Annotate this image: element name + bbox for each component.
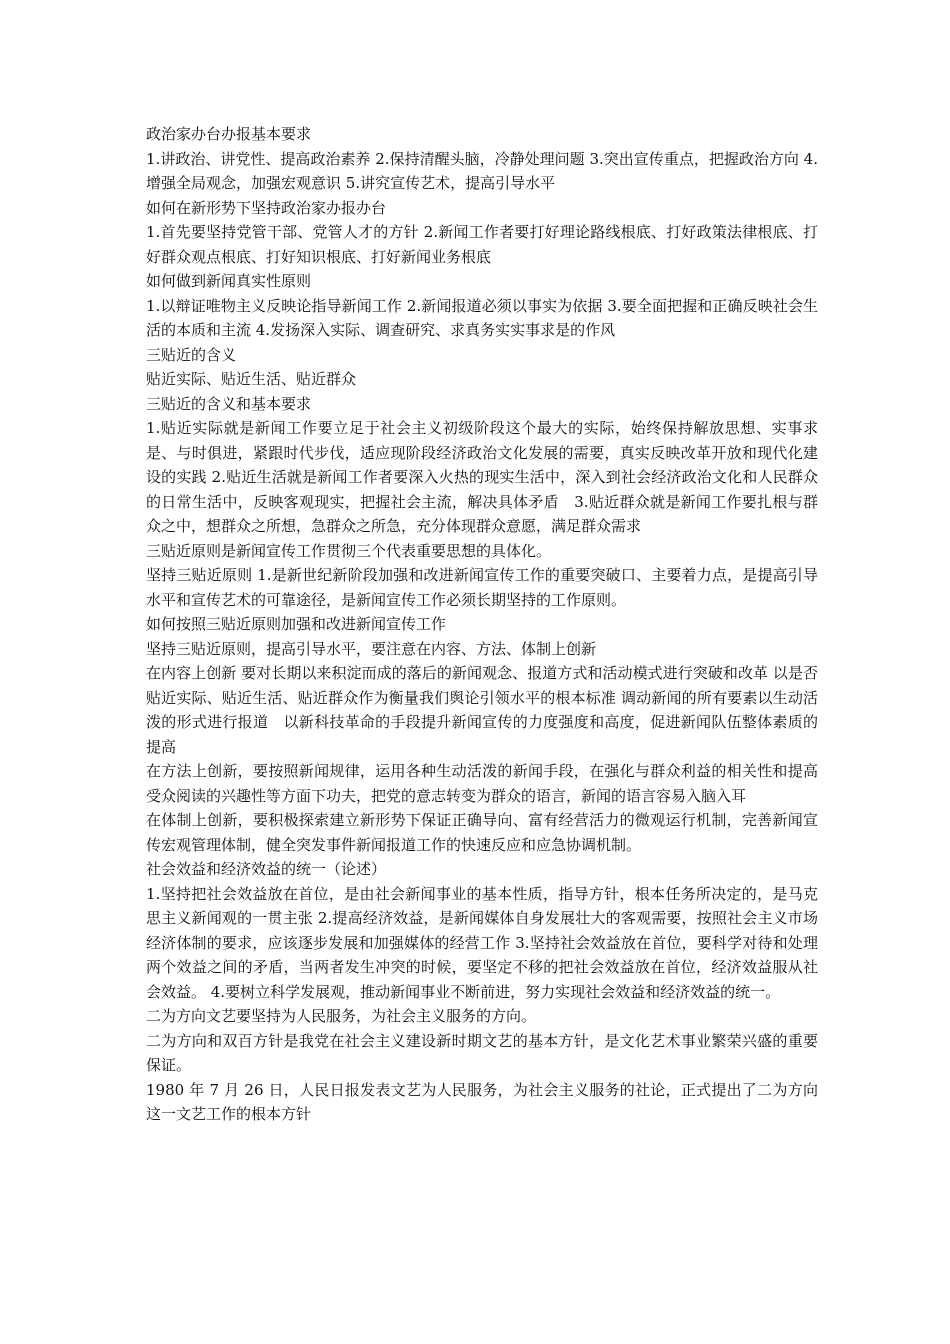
heading-new-situation: 如何在新形势下坚持政治家办报办台 xyxy=(146,198,387,217)
paragraph-adhere-principle: 坚持三贴近原则 1.是新世纪新阶段加强和改进新闻宣传工作的重要突破口、主要着力点，是提高引导水平和宣传艺术的可靠途径，是新闻宣传工作必须长期坚持的工作原则。 xyxy=(146,566,818,609)
heading-truthfulness: 如何做到新闻真实性原则 xyxy=(146,272,312,290)
paragraph-system-innovation: 在体制上创新，要积极探索建立新形势下保证正确导向、富有经营活力的微观运行机制，完善新闻宣传宏观管理体制，健全突发事件新闻报道工作的快速反应和应急协调机制。 xyxy=(146,811,818,854)
heading-three-closeness-requirements: 三贴近的含义和基本要求 xyxy=(146,394,312,413)
paragraph-benefits-unity: 1.坚持把社会效益放在首位，是由社会新闻事业的基本性质，指导方针，根本任务所决定的，是马克思主义新闻观的一贯主张 2.提高经济效益，是新闻媒体自身发展壮大的客观需要，按照社会主义市场经济体制的要求，应该逐步发展和加强媒体的经营工作 3.坚持社会效益放在首位，要科学对待和处理两个效益之间的矛盾，当两者发生冲突的时候，要坚定不移的把社会效益放在首位，经济效益服从社会效益。 4.要树立科学发展观，推动新闻事业不断前进，努力实现社会效益和经济效益的统一。 xyxy=(146,884,818,1001)
paragraph-truthfulness: 1.以辩证唯物主义反映论指导新闻工作 2.新闻报道必须以事实为依据 3.要全面把握和正确反映社会生活的本质和主流 4.发扬深入实际、调查研究、求真务实实事求是的作风 xyxy=(146,296,818,339)
heading-three-closeness: 三贴近的含义 xyxy=(146,345,237,364)
paragraph-three-closeness: 贴近实际、贴近生活、贴近群众 xyxy=(146,370,357,388)
paragraph-three-closeness-principle: 三贴近原则是新闻宣传工作贯彻三个代表重要思想的具体化。 xyxy=(146,541,552,560)
document-page xyxy=(146,122,818,1127)
paragraph-method-innovation: 在方法上创新，要按照新闻规律，运用各种生动活泼的新闻手段，在强化与群众利益的相关性和提高受众阅读的兴趣性等方面下功夫，把党的意志转变为群众的语言，新闻的语言容易入脑入耳 xyxy=(146,762,818,805)
paragraph-1980-editorial: 1980 年 7 月 26 日，人民日报发表文艺为人民服务，为社会主义服务的社论，正式提出了二为方向这一文艺工作的根本方针 xyxy=(146,1080,818,1123)
paragraph-two-directions-policy: 二为方向和双百方针是我党在社会主义建设新时期文艺的基本方针，是文化艺术事业繁荣兴盛的重要保证。 xyxy=(146,1031,818,1074)
paragraph-content-innovation: 在内容上创新 要对长期以来积淀而成的落后的新闻观念、报道方式和活动模式进行突破和改革 以是否贴近实际、贴近生活、贴近群众作为衡量我们舆论引领水平的根本标准 调动新闻的所有要素以生动活泼的形式进行报道 以新科技革命的手段提升新闻宣传的力度强度和高度，促进新闻队伍整体素质的提高 xyxy=(146,664,818,756)
heading-political-requirements: 政治家办台办报基本要求 xyxy=(146,125,312,143)
paragraph-political-requirements: 1.讲政治、讲党性、提高政治素养 2.保持清醒头脑，冷静处理问题 3.突出宣传重点，把握政治方向 4.增强全局观念，加强宏观意识 5.讲究宣传艺术，提高引导水平 xyxy=(146,149,818,192)
heading-improve-news: 如何按照三贴近原则加强和改进新闻宣传工作 xyxy=(146,615,447,633)
paragraph-new-situation: 1.首先要坚持党管干部、党管人才的方针 2.新闻工作者要打好理论路线根底、打好政策法律根底、打好群众观点根底、打好知识根底、打好新闻业务根底 xyxy=(146,223,818,266)
paragraph-innovation-intro: 坚持三贴近原则，提高引导水平，要注意在内容、方法、体制上创新 xyxy=(146,639,597,658)
paragraph-three-closeness-requirements: 1.贴近实际就是新闻工作要立足于社会主义初级阶段这个最大的实际，始终保持解放思想、实事求是、与时俱进，紧跟时代步伐，适应现阶段经济政治文化发展的需要，真实反映改革开放和现代化建设的实践 2.贴近生活就是新闻工作者要深入火热的现实生活中，深入到社会经济政治文化和人民群众的日常生活中，反映客观现实，把握社会主流，解决具体矛盾 3.贴近群众就是新闻工作要扎根与群众之中，想群众之所想，急群众之所急，充分体现群众意愿，满足群众需求 xyxy=(146,419,818,535)
heading-benefits-unity: 社会效益和经济效益的统一（论述） xyxy=(146,860,387,878)
paragraph-two-directions: 二为方向文艺要坚持为人民服务，为社会主义服务的方向。 xyxy=(146,1007,537,1025)
